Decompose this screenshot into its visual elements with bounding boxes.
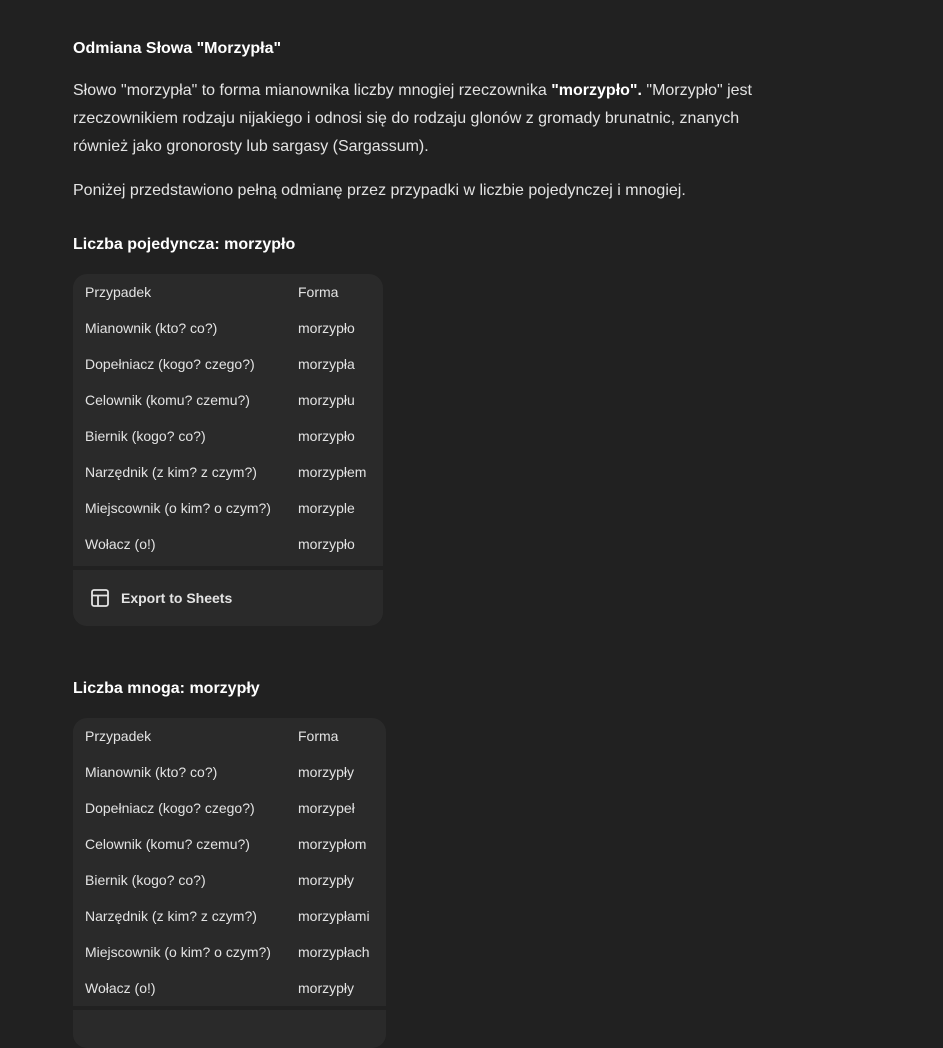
case-cell: Dopełniacz (kogo? czego?) — [85, 800, 255, 816]
header-case: Przypadek — [85, 728, 152, 744]
form-cell: morzypło — [298, 320, 355, 336]
plural-table-card — [73, 718, 386, 1048]
table-row — [73, 898, 382, 934]
intro-text-2: "Morzypło" jest rzeczownikiem rodzaju nijakiego i odnosi się do rodzaju glonów z gromady brunatnic, znanych również jako gronorosty lub sargasy (Sargassum). — [73, 82, 752, 155]
form-cell: morzypłach — [298, 944, 370, 960]
form-cell: morzypło — [298, 536, 355, 552]
export-bar — [73, 1006, 386, 1046]
intro-paragraph-2: Poniżej przedstawiono pełną odmianę przez przypadki w liczbie pojedynczej i mnogiej. — [73, 182, 686, 199]
singular-heading: Liczba pojedyncza: morzypło — [73, 236, 296, 253]
page-title: Odmiana Słowa "Morzypła" — [73, 40, 282, 57]
table-row — [73, 382, 378, 418]
intro-text-1: Słowo "morzypła" to forma mianownika liczby mnogiej rzeczownika — [73, 82, 552, 99]
table-row — [73, 970, 382, 1006]
table-row — [73, 346, 378, 382]
form-cell: morzypłu — [298, 392, 355, 408]
intro-paragraph — [73, 77, 773, 161]
table-row — [73, 754, 382, 790]
table-icon — [90, 588, 110, 608]
plural-table — [73, 718, 382, 1006]
case-cell: Mianownik (kto? co?) — [85, 764, 218, 780]
header-case: Przypadek — [85, 284, 152, 300]
case-cell: Miejscownik (o kim? o czym?) — [85, 944, 271, 960]
case-cell: Celownik (komu? czemu?) — [85, 836, 250, 852]
table-header-row — [73, 274, 378, 310]
singular-table-card — [73, 274, 383, 626]
form-cell: morzypłem — [298, 464, 367, 480]
case-cell: Wołacz (o!) — [85, 980, 156, 996]
case-cell: Mianownik (kto? co?) — [85, 320, 218, 336]
form-cell: morzypłami — [298, 908, 370, 924]
table-row — [73, 862, 382, 898]
table-row — [73, 826, 382, 862]
form-cell: morzypła — [298, 356, 355, 372]
form-cell: morzypło — [298, 428, 355, 444]
form-cell: morzypły — [298, 980, 355, 996]
table-row — [73, 418, 378, 454]
singular-table — [73, 274, 378, 562]
form-cell: morzyple — [298, 500, 355, 516]
export-to-sheets-button[interactable] — [90, 588, 232, 608]
form-cell: morzypłom — [298, 836, 367, 852]
case-cell: Dopełniacz (kogo? czego?) — [85, 356, 255, 372]
table-row — [73, 526, 378, 562]
table-row — [73, 310, 378, 346]
header-form: Forma — [298, 728, 339, 744]
form-cell: morzypły — [298, 872, 355, 888]
header-form: Forma — [298, 284, 339, 300]
plural-heading: Liczba mnoga: morzypły — [73, 680, 260, 697]
form-cell: morzypły — [298, 764, 355, 780]
case-cell: Miejscownik (o kim? o czym?) — [85, 500, 271, 516]
table-row — [73, 934, 382, 970]
form-cell: morzypeł — [298, 800, 355, 816]
table-row — [73, 454, 378, 490]
case-cell: Wołacz (o!) — [85, 536, 156, 552]
case-cell: Narzędnik (z kim? z czym?) — [85, 908, 257, 924]
case-cell: Biernik (kogo? co?) — [85, 428, 206, 444]
case-cell: Narzędnik (z kim? z czym?) — [85, 464, 257, 480]
case-cell: Celownik (komu? czemu?) — [85, 392, 250, 408]
table-row — [73, 790, 382, 826]
intro-bold-word: "morzypło". — [551, 82, 642, 99]
case-cell: Biernik (kogo? co?) — [85, 872, 206, 888]
export-label: Export to Sheets — [121, 590, 233, 606]
export-bar — [73, 566, 383, 626]
table-header-row — [73, 718, 382, 754]
table-row — [73, 490, 378, 526]
